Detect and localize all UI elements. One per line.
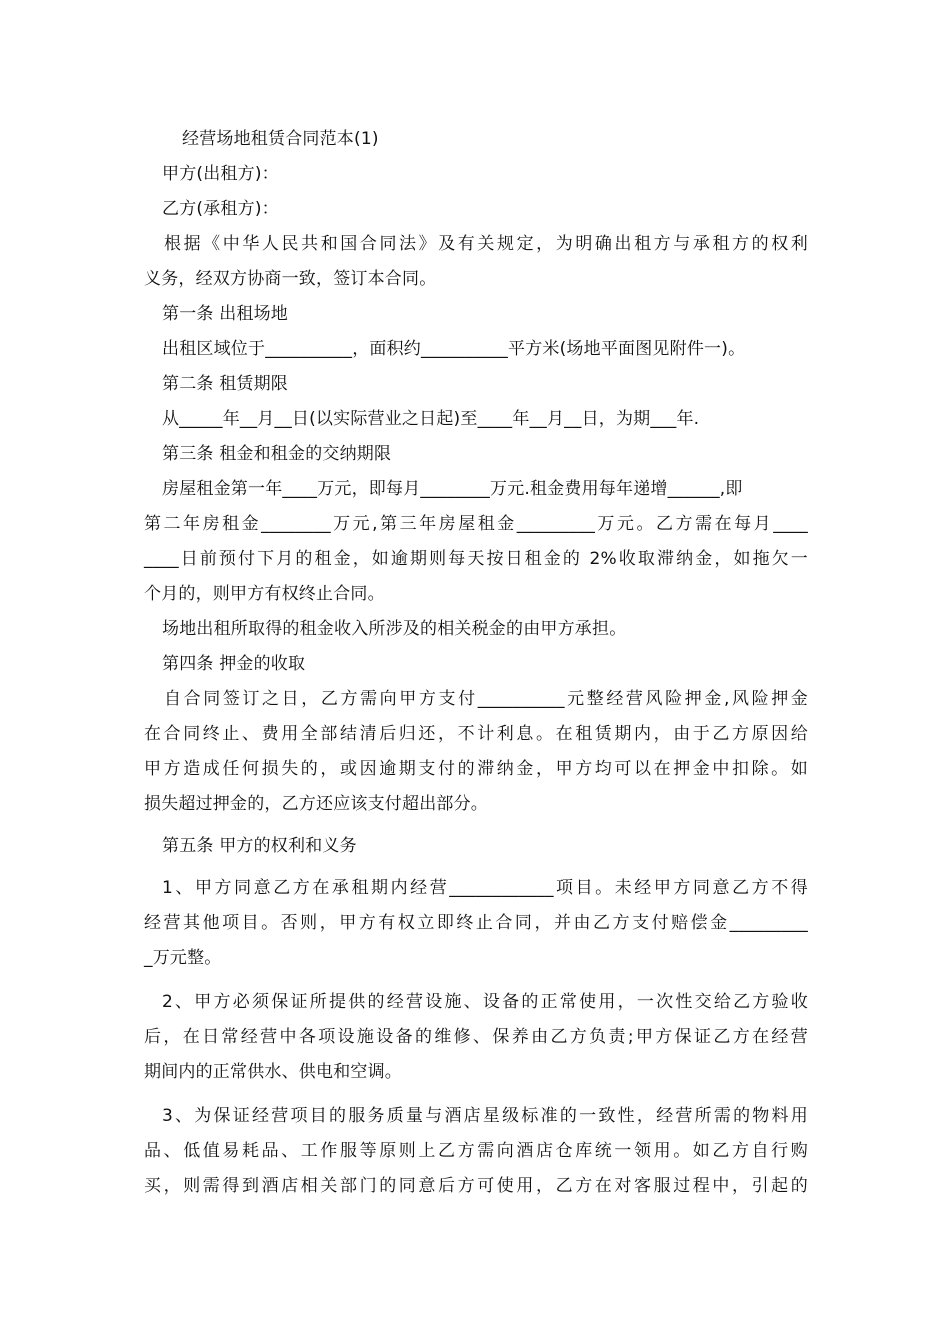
contract-body (144, 122, 808, 1204)
article-4-text-line-2: 在合同终止、费用全部结清后归还，不计利息。在租赁期内，由于乙方原因给 (144, 724, 808, 744)
article-2-text: 从_____年__月__日(以实际营业之日起)至____年__月__日，为期___年. (162, 409, 700, 429)
party-a-line: 甲方(出租方)： (162, 164, 279, 184)
article-5-heading: 第五条 甲方的权利和义务 (162, 836, 357, 856)
article-3-text-line-4: 个月的，则甲方有权终止合同。 (144, 584, 385, 604)
party-b-line: 乙方(承租方)： (162, 199, 279, 219)
article-1-heading: 第一条 出租场地 (162, 304, 289, 324)
article-1-text: 出租区域位于__________，面积约__________平方米(场地平面图见附件一)。 (162, 339, 746, 359)
clause-1-line-1: 1、甲方同意乙方在承租期内经营____________项目。未经甲方同意乙方不得 (162, 878, 808, 898)
preamble-line-2: 义务，经双方协商一致，签订本合同。 (144, 269, 437, 289)
clause-2-line-3: 期间内的正常供水、供电和空调。 (144, 1062, 402, 1082)
preamble-line-1: 根据《中华人民共和国合同法》及有关规定，为明确出租方与承租方的权利 (164, 234, 808, 254)
article-3-heading: 第三条 租金和租金的交纳期限 (162, 444, 392, 464)
clause-2-line-1: 2、甲方必须保证所提供的经营设施、设备的正常使用，一次性交给乙方验收 (162, 992, 808, 1012)
article-3-text-line-2: 第二年房租金________万元,第三年房屋租金_________万元。乙方需在每月____ (144, 514, 808, 534)
article-3-tax-line: 场地出租所取得的租金收入所涉及的相关税金的由甲方承担。 (162, 619, 627, 639)
clause-3-line-3: 买，则需得到酒店相关部门的同意后方可使用，乙方在对客服过程中，引起的 (144, 1176, 808, 1196)
clause-3-line-1: 3、为保证经营项目的服务质量与酒店星级标准的一致性，经营所需的物料用 (162, 1106, 808, 1126)
clause-1-line-3: _万元整。 (144, 948, 222, 968)
clause-3-line-2: 品、低值易耗品、工作服等原则上乙方需向酒店仓库统一领用。如乙方自行购 (144, 1141, 808, 1161)
clause-1-line-2: 经营其他项目。否则，甲方有权立即终止合同，并由乙方支付赔偿金_________ (144, 913, 808, 933)
clause-2-line-2: 后，在日常经营中各项设施设备的维修、保养由乙方负责;甲方保证乙方在经营 (144, 1027, 808, 1047)
article-2-heading: 第二条 租赁期限 (162, 374, 289, 394)
article-4-heading: 第四条 押金的收取 (162, 654, 306, 674)
article-3-text-line-3: ____日前预付下月的租金，如逾期则每天按日租金的 2%收取滞纳金，如拖欠一 (144, 549, 808, 569)
article-4-text-line-3: 甲方造成任何损失的，或因逾期支付的滞纳金，甲方均可以在押金中扣除。如 (144, 759, 808, 779)
article-4-text-line-1: 自合同签订之日，乙方需向甲方支付__________元整经营风险押金,风险押金 (164, 689, 808, 709)
article-3-text-line-1: 房屋租金第一年____万元，即每月________万元.租金费用每年递增______,即 (162, 479, 743, 499)
article-4-text-line-4: 损失超过押金的，乙方还应该支付超出部分。 (144, 794, 488, 814)
document-title: 经营场地租赁合同范本(1) (182, 129, 379, 149)
